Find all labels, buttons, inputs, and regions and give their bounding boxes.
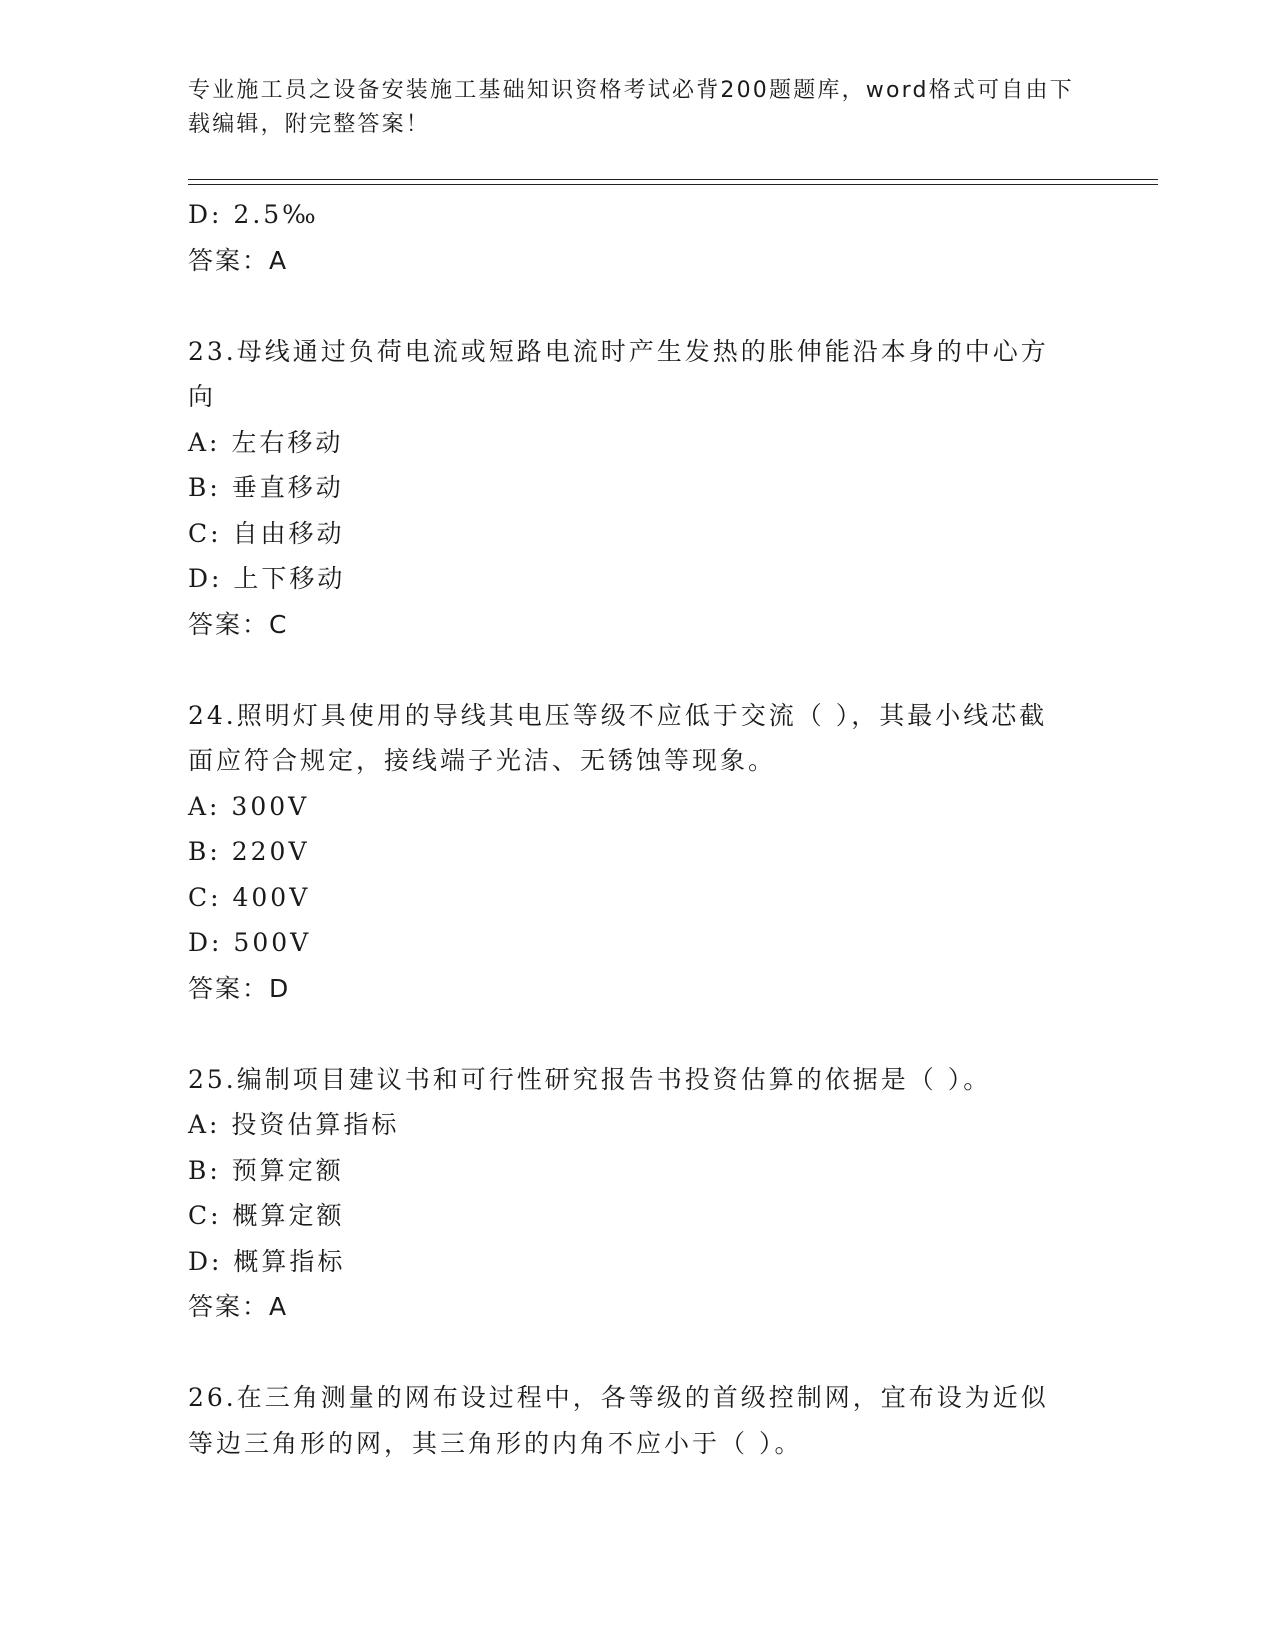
- question-stem: 23.母线通过负荷电流或短路电流时产生发热的胀伸能沿本身的中心方向: [188, 336, 1049, 411]
- spacer: [188, 1011, 1088, 1057]
- option-c: C: 概算定额: [188, 1201, 345, 1230]
- document-header: 专业施工员之设备安装施工基础知识资格考试必背200题题库，word格式可自由下载编辑，附完整答案！: [188, 78, 1074, 137]
- option-c: C: 400V: [188, 882, 311, 912]
- question-answer: 答案：D: [188, 973, 291, 1003]
- header-rule-top: [188, 179, 1158, 180]
- option-a: A: 300V: [188, 791, 310, 821]
- option-a: A: 投资估算指标: [188, 1110, 400, 1139]
- header-rule-bottom: [188, 184, 1158, 185]
- option-d: D: 500V: [188, 928, 312, 957]
- option-b: B: 垂直移动: [188, 473, 344, 502]
- question-content: [188, 192, 1088, 1466]
- question-stem: 25.编制项目建议书和可行性研究报告书投资估算的依据是（ ）。: [188, 1064, 992, 1094]
- prev-question-answer: 答案：A: [188, 245, 289, 275]
- question-stem: 24.照明灯具使用的导线其电压等级不应低于交流（ ），其最小线芯截面应符合规定，接线端子光洁、无锈蚀等现象。: [188, 700, 1048, 775]
- spacer: [188, 647, 1088, 693]
- option-b: B: 预算定额: [188, 1155, 344, 1185]
- question-answer: 答案：A: [188, 1292, 289, 1321]
- option-d: D: 概算指标: [188, 1246, 346, 1276]
- question-25: [188, 1057, 1088, 1330]
- question-answer: 答案：C: [188, 609, 289, 639]
- option-a: A: 左右移动: [188, 427, 344, 457]
- question-23: [188, 329, 1088, 648]
- question-24: [188, 693, 1088, 1012]
- option-d: D: 上下移动: [188, 564, 346, 593]
- question-26: [188, 1375, 1088, 1466]
- spacer: [188, 283, 1088, 329]
- spacer: [188, 1330, 1088, 1376]
- question-stem: 26.在三角测量的网布设过程中，各等级的首级控制网，宜布设为近似等边三角形的网，其三角形的内角不应小于（ ）。: [188, 1383, 1049, 1458]
- prev-question-option-d: D: 2.5‰: [188, 200, 319, 229]
- option-b: B: 220V: [188, 837, 310, 866]
- option-c: C: 自由移动: [188, 518, 345, 548]
